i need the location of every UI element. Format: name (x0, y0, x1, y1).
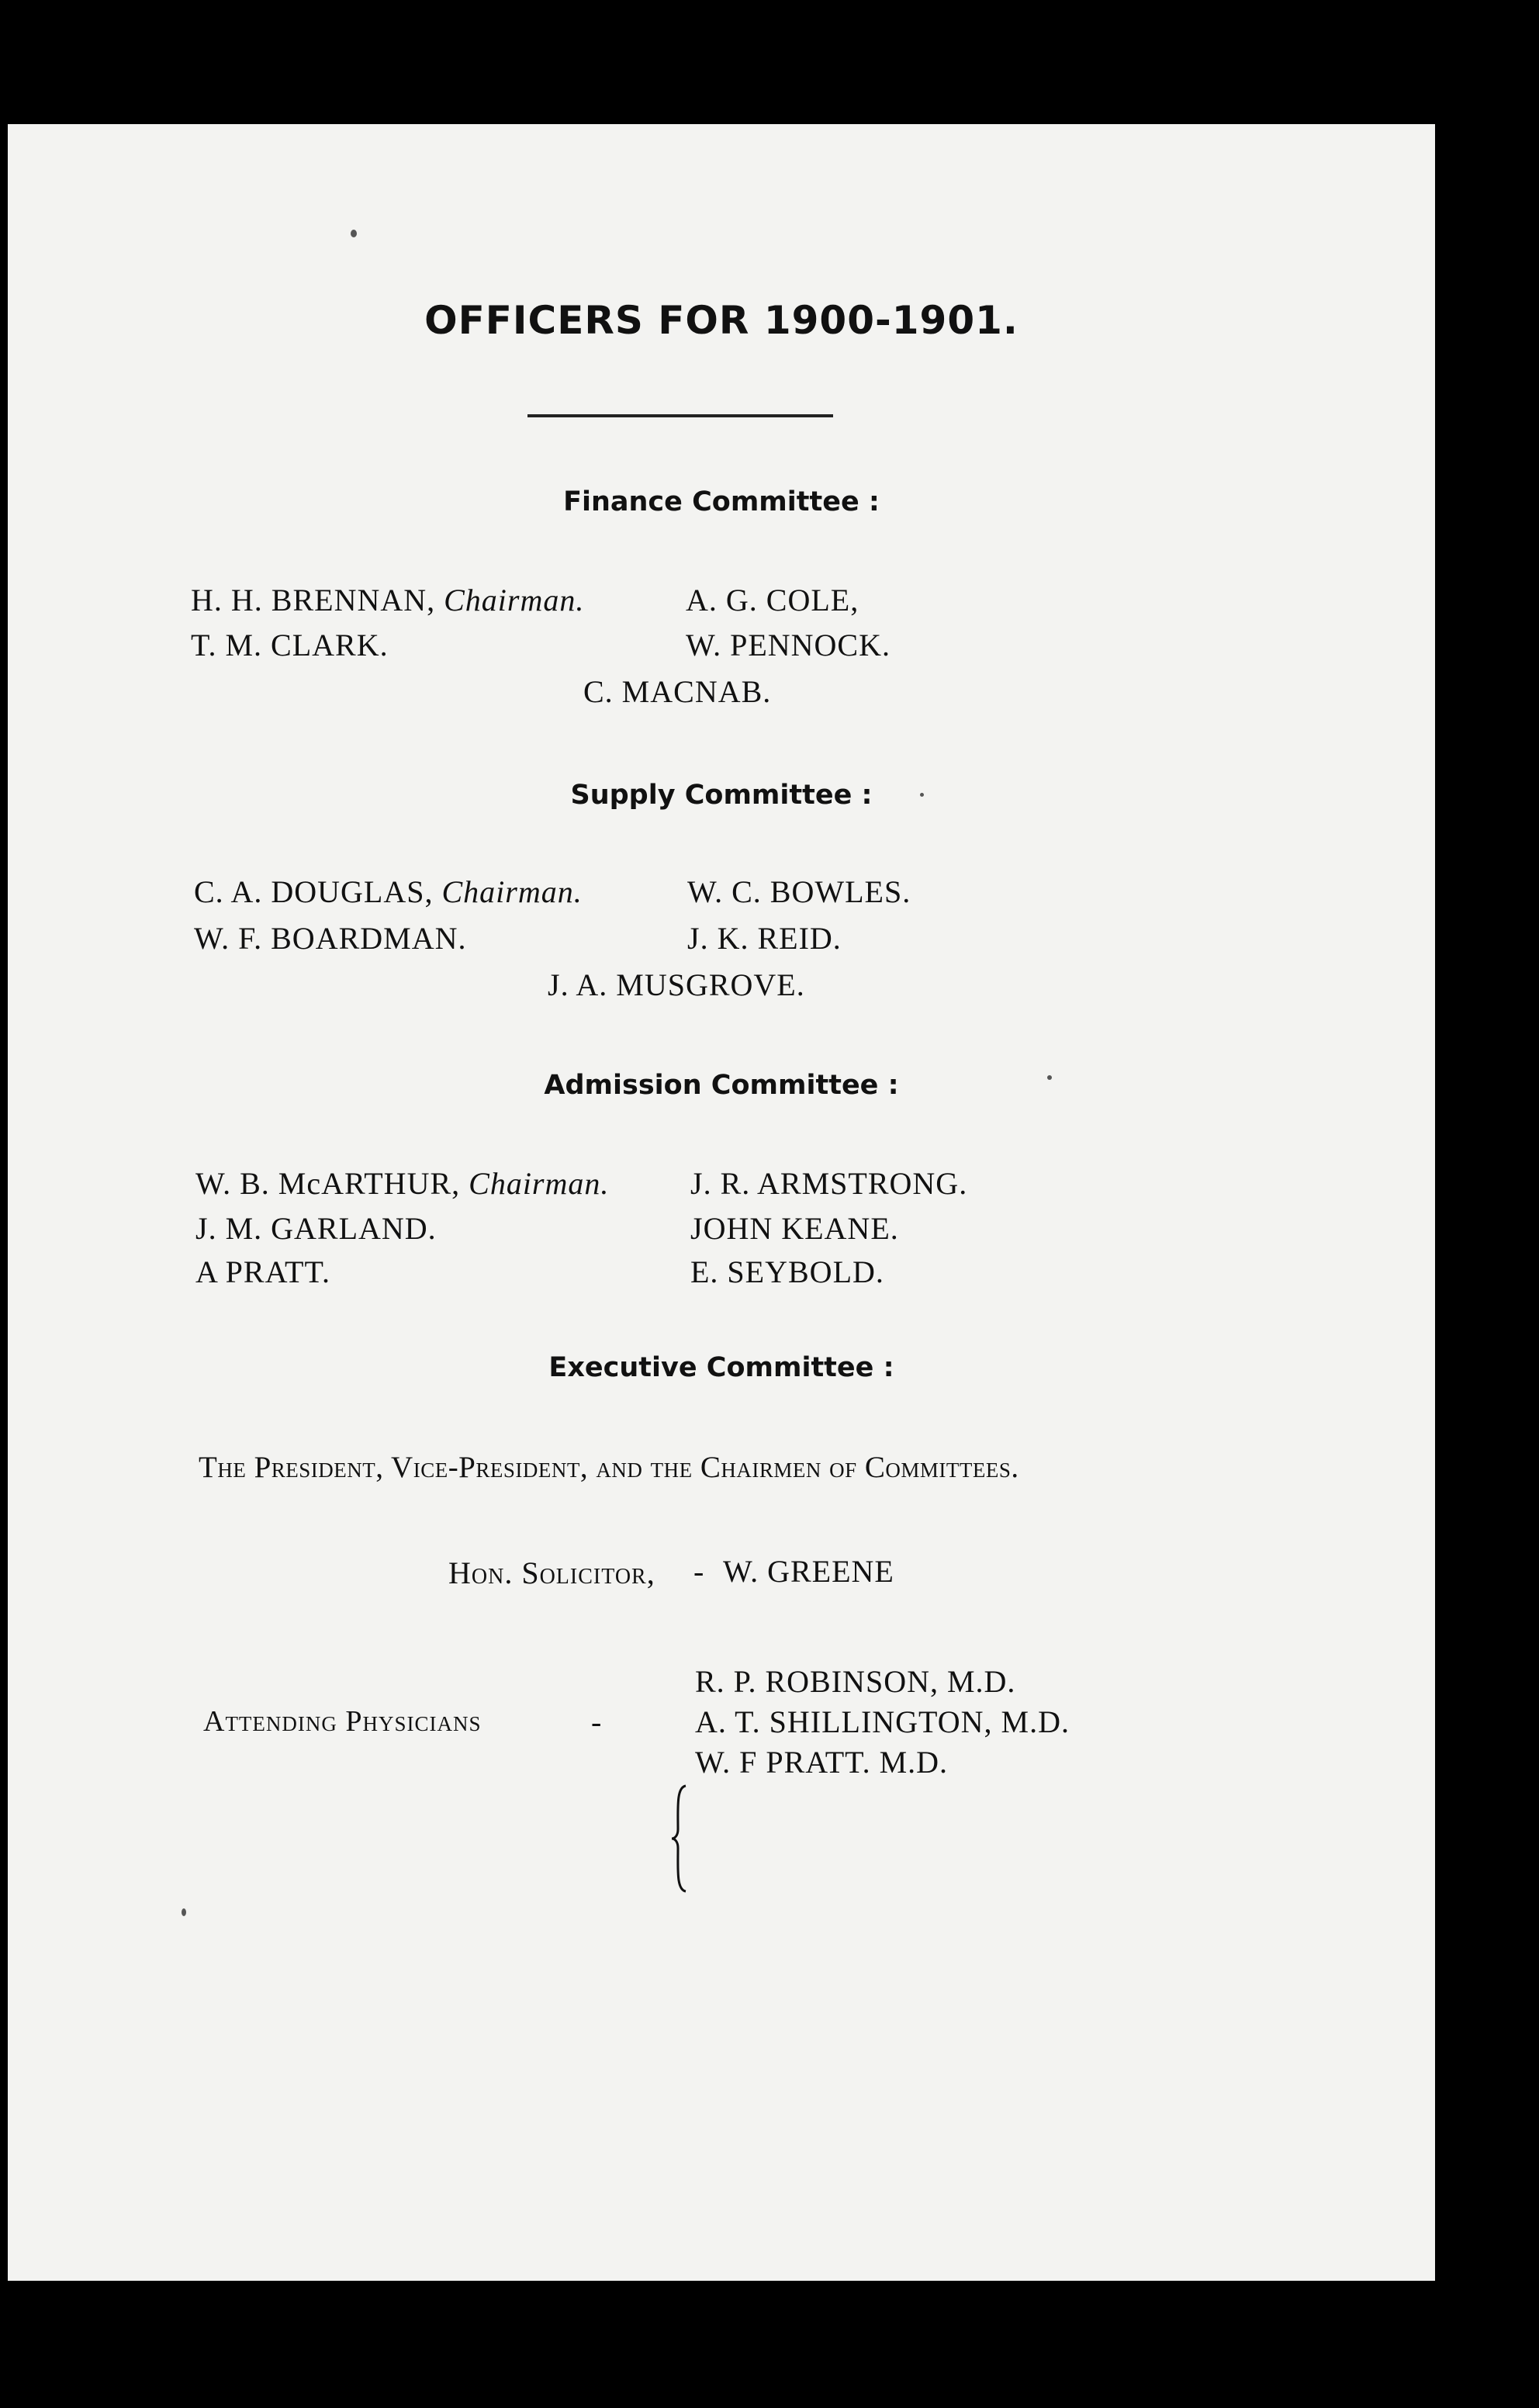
finance-member-1: H. H. BRENNAN, Chairman. (191, 583, 585, 618)
supply-member-3: W. C. BOWLES. (687, 874, 911, 909)
supply-member-2: W. F. BOARDMAN. (194, 921, 467, 956)
physicians-label: Attending Physicians (203, 1705, 482, 1738)
admission-member-6: E. SEYBOLD. (690, 1254, 884, 1289)
page-title: OFFICERS FOR 1900-1901. (424, 298, 1019, 343)
finance-member-4: W. PENNOCK. (686, 628, 891, 663)
finance-member-5: C. MACNAB. (583, 674, 772, 709)
finance-committee-heading: Finance Committee : (563, 486, 880, 517)
physician-3: W. F PRATT. M.D. (695, 1745, 949, 1780)
supply-member-1: C. A. DOUGLAS, Chairman. (194, 874, 583, 909)
scan-speck (351, 230, 357, 237)
finance-member-2: T. M. CLARK. (191, 628, 389, 663)
supply-member-5: J. A. MUSGROVE. (548, 967, 805, 1002)
finance-member-3: A. G. COLE, (686, 583, 859, 618)
scan-speck (920, 793, 924, 797)
admission-member-2: J. M. GARLAND. (195, 1211, 437, 1246)
chairman-role: Chairman. (441, 874, 583, 909)
title-rule (527, 414, 833, 417)
executive-committee-members: The President, Vice-President, and the Chairmen of Committees. (199, 1451, 1019, 1484)
supply-member-4: J. K. REID. (687, 921, 842, 956)
physician-1: R. P. ROBINSON, M.D. (695, 1664, 1016, 1699)
admission-committee-heading: Admission Committee : (544, 1070, 899, 1101)
chairman-role: Chairman. (444, 583, 585, 618)
solicitor-dash: - (693, 1554, 705, 1589)
solicitor-label: Hon. Solicitor, (448, 1555, 655, 1590)
supply-committee-heading: Supply Committee : (570, 780, 873, 811)
solicitor-name: W. GREENE (723, 1554, 894, 1589)
scan-speck (182, 1908, 186, 1916)
physicians-dash: - (591, 1704, 603, 1739)
physician-2: A. T. SHILLINGTON, M.D. (695, 1704, 1070, 1739)
admission-member-3: A PRATT. (195, 1254, 330, 1289)
scan-speck (1047, 1075, 1052, 1080)
admission-member-1: W. B. McARTHUR, Chairman. (195, 1166, 610, 1201)
chairman-role: Chairman. (469, 1166, 610, 1201)
admission-member-4: J. R. ARMSTRONG. (690, 1166, 968, 1201)
document-page (8, 124, 1435, 2281)
admission-member-5: JOHN KEANE. (690, 1211, 899, 1246)
brace-icon (670, 1784, 689, 1893)
executive-committee-heading: Executive Committee : (548, 1352, 894, 1383)
